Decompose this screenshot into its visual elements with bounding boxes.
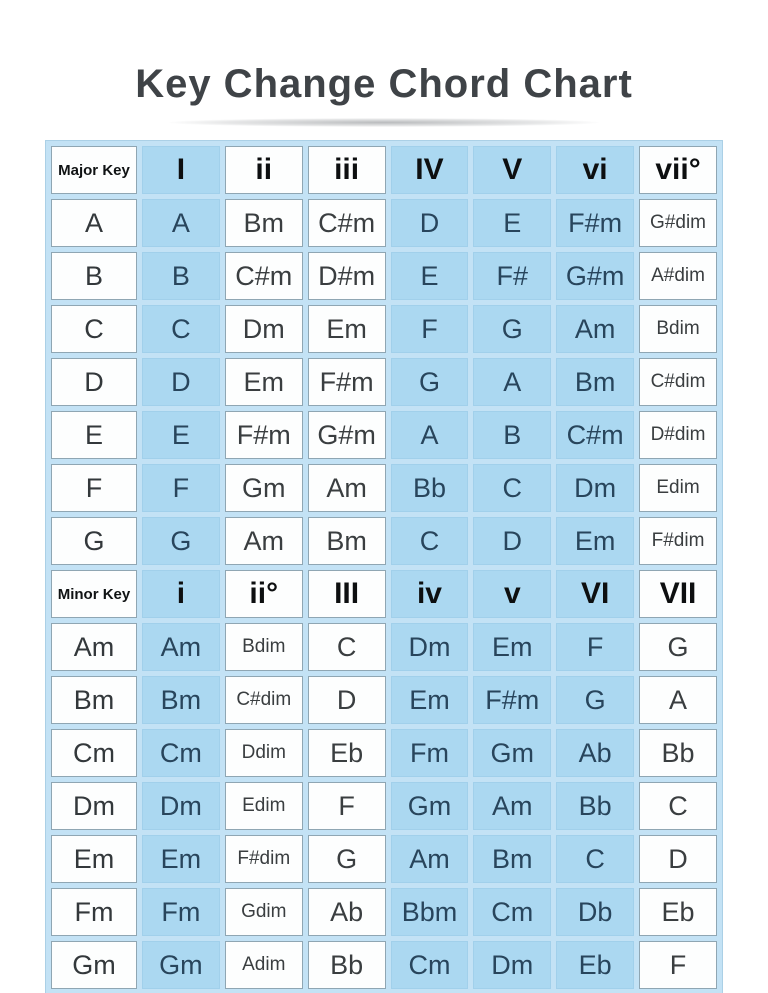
- chord-cell-f-edim: Edim: [639, 464, 717, 512]
- chord-cell-c-bdim: Bdim: [639, 305, 717, 353]
- key-cell-fm: Fm: [51, 888, 137, 936]
- table-row-cm: [51, 729, 717, 777]
- table-row-d: [51, 358, 717, 406]
- chord-cell-g-g: G: [142, 517, 220, 565]
- chord-cell-e-c-m: C#m: [556, 411, 634, 459]
- table-row-bm: [51, 676, 717, 724]
- key-cell-a: A: [51, 199, 137, 247]
- table-row-f: [51, 464, 717, 512]
- degree-header-cell-vii: VII: [639, 570, 717, 618]
- table-row-em: [51, 835, 717, 883]
- chord-cell-e-g-m: G#m: [308, 411, 386, 459]
- chord-cell-am-g: G: [639, 623, 717, 671]
- minor-key-header-row: [51, 570, 717, 618]
- chord-cell-bm-d: D: [308, 676, 386, 724]
- chord-cell-fm-fm: Fm: [142, 888, 220, 936]
- chord-cell-em-d: D: [639, 835, 717, 883]
- title-shadow: [169, 118, 599, 127]
- chord-cell-fm-eb: Eb: [639, 888, 717, 936]
- chord-cell-em-bm: Bm: [473, 835, 551, 883]
- chord-cell-d-g: G: [391, 358, 469, 406]
- key-cell-d: D: [51, 358, 137, 406]
- chord-cell-b-b: B: [142, 252, 220, 300]
- chord-cell-b-a-dim: A#dim: [639, 252, 717, 300]
- chord-cell-fm-ab: Ab: [308, 888, 386, 936]
- major-key-label-cell: Major Key: [51, 146, 137, 194]
- chord-cell-bm-c-dim: C#dim: [225, 676, 303, 724]
- key-cell-am: Am: [51, 623, 137, 671]
- table-row-b: [51, 252, 717, 300]
- chord-cell-em-em: Em: [142, 835, 220, 883]
- chord-cell-g-bm: Bm: [308, 517, 386, 565]
- table-row-fm: [51, 888, 717, 936]
- chord-cell-gm-f: F: [639, 941, 717, 989]
- chord-cell-em-c: C: [556, 835, 634, 883]
- chord-cell-f-f: F: [142, 464, 220, 512]
- chord-cell-d-em: Em: [225, 358, 303, 406]
- chord-cell-b-f: F#: [473, 252, 551, 300]
- chord-cell-a-a: A: [142, 199, 220, 247]
- degree-header-cell-ii: ii°: [225, 570, 303, 618]
- chord-cell-g-d: D: [473, 517, 551, 565]
- chord-cell-em-g: G: [308, 835, 386, 883]
- chord-cell-dm-dm: Dm: [142, 782, 220, 830]
- chord-cell-dm-c: C: [639, 782, 717, 830]
- chord-cell-b-e: E: [391, 252, 469, 300]
- chord-cell-dm-bb: Bb: [556, 782, 634, 830]
- chord-cell-gm-gm: Gm: [142, 941, 220, 989]
- chord-cell-gm-cm: Cm: [391, 941, 469, 989]
- chord-cell-d-f-m: F#m: [308, 358, 386, 406]
- chord-cell-e-a: A: [391, 411, 469, 459]
- chord-cell-b-g-m: G#m: [556, 252, 634, 300]
- table-row-c: [51, 305, 717, 353]
- degree-header-cell-iv: IV: [391, 146, 469, 194]
- minor-key-label-cell: Minor Key: [51, 570, 137, 618]
- chord-cell-am-f: F: [556, 623, 634, 671]
- chord-cell-fm-gdim: Gdim: [225, 888, 303, 936]
- chord-cell-c-g: G: [473, 305, 551, 353]
- chord-cell-bm-bm: Bm: [142, 676, 220, 724]
- degree-header-cell-vi: VI: [556, 570, 634, 618]
- chord-cell-gm-dm: Dm: [473, 941, 551, 989]
- chord-cell-cm-fm: Fm: [391, 729, 469, 777]
- key-cell-e: E: [51, 411, 137, 459]
- chord-cell-g-c: C: [391, 517, 469, 565]
- chord-chart-table: [45, 140, 723, 993]
- chord-cell-c-am: Am: [556, 305, 634, 353]
- chord-cell-dm-edim: Edim: [225, 782, 303, 830]
- chord-cell-a-c-m: C#m: [308, 199, 386, 247]
- chord-cell-a-g-dim: G#dim: [639, 199, 717, 247]
- chord-cell-d-c-dim: C#dim: [639, 358, 717, 406]
- chord-cell-fm-bbm: Bbm: [391, 888, 469, 936]
- key-cell-f: F: [51, 464, 137, 512]
- chord-cell-b-d-m: D#m: [308, 252, 386, 300]
- chord-cell-e-e: E: [142, 411, 220, 459]
- chord-cell-cm-ab: Ab: [556, 729, 634, 777]
- chord-cell-gm-eb: Eb: [556, 941, 634, 989]
- table-row-a: [51, 199, 717, 247]
- chord-cell-cm-eb: Eb: [308, 729, 386, 777]
- degree-header-cell-ii: ii: [225, 146, 303, 194]
- degree-header-cell-i: i: [142, 570, 220, 618]
- chord-cell-c-f: F: [391, 305, 469, 353]
- table-row-am: [51, 623, 717, 671]
- chord-cell-gm-adim: Adim: [225, 941, 303, 989]
- chord-cell-em-am: Am: [391, 835, 469, 883]
- chord-cell-f-bb: Bb: [391, 464, 469, 512]
- key-cell-bm: Bm: [51, 676, 137, 724]
- chord-cell-cm-ddim: Ddim: [225, 729, 303, 777]
- key-cell-dm: Dm: [51, 782, 137, 830]
- key-cell-g: G: [51, 517, 137, 565]
- chord-cell-g-em: Em: [556, 517, 634, 565]
- chord-cell-e-f-m: F#m: [225, 411, 303, 459]
- chord-cell-c-dm: Dm: [225, 305, 303, 353]
- chord-cell-f-gm: Gm: [225, 464, 303, 512]
- chord-cell-am-em: Em: [473, 623, 551, 671]
- chord-cell-cm-bb: Bb: [639, 729, 717, 777]
- chord-cell-b-c-m: C#m: [225, 252, 303, 300]
- chord-cell-a-e: E: [473, 199, 551, 247]
- chord-cell-am-c: C: [308, 623, 386, 671]
- chord-cell-e-b: B: [473, 411, 551, 459]
- key-cell-em: Em: [51, 835, 137, 883]
- chord-cell-am-bdim: Bdim: [225, 623, 303, 671]
- chord-cell-c-c: C: [142, 305, 220, 353]
- degree-header-cell-i: I: [142, 146, 220, 194]
- degree-header-cell-v: v: [473, 570, 551, 618]
- chord-cell-gm-bb: Bb: [308, 941, 386, 989]
- table-row-dm: [51, 782, 717, 830]
- table-row-gm: [51, 941, 717, 989]
- chord-cell-g-f-dim: F#dim: [639, 517, 717, 565]
- chord-cell-cm-cm: Cm: [142, 729, 220, 777]
- key-cell-c: C: [51, 305, 137, 353]
- chord-cell-f-dm: Dm: [556, 464, 634, 512]
- degree-header-cell-vi: vi: [556, 146, 634, 194]
- table-row-g: [51, 517, 717, 565]
- chord-cell-bm-em: Em: [391, 676, 469, 724]
- chord-cell-cm-gm: Gm: [473, 729, 551, 777]
- chord-cell-f-c: C: [473, 464, 551, 512]
- chord-cell-fm-cm: Cm: [473, 888, 551, 936]
- chord-cell-bm-f-m: F#m: [473, 676, 551, 724]
- chord-cell-g-am: Am: [225, 517, 303, 565]
- chord-cell-a-f-m: F#m: [556, 199, 634, 247]
- key-cell-cm: Cm: [51, 729, 137, 777]
- chord-cell-am-am: Am: [142, 623, 220, 671]
- degree-header-cell-iii: III: [308, 570, 386, 618]
- chord-cell-am-dm: Dm: [391, 623, 469, 671]
- degree-header-cell-iii: iii: [308, 146, 386, 194]
- chord-cell-a-d: D: [391, 199, 469, 247]
- degree-header-cell-iv: iv: [391, 570, 469, 618]
- chord-cell-d-a: A: [473, 358, 551, 406]
- chord-cell-a-bm: Bm: [225, 199, 303, 247]
- chord-cell-dm-f: F: [308, 782, 386, 830]
- degree-header-cell-vii: vii°: [639, 146, 717, 194]
- key-cell-b: B: [51, 252, 137, 300]
- chord-cell-d-bm: Bm: [556, 358, 634, 406]
- chord-cell-e-d-dim: D#dim: [639, 411, 717, 459]
- table-row-e: [51, 411, 717, 459]
- chord-cell-fm-db: Db: [556, 888, 634, 936]
- chord-cell-c-em: Em: [308, 305, 386, 353]
- major-key-header-row: [51, 146, 717, 194]
- chord-cell-dm-gm: Gm: [391, 782, 469, 830]
- chord-cell-bm-g: G: [556, 676, 634, 724]
- page-title: Key Change Chord Chart: [135, 62, 633, 106]
- chord-cell-dm-am: Am: [473, 782, 551, 830]
- key-cell-gm: Gm: [51, 941, 137, 989]
- chord-cell-f-am: Am: [308, 464, 386, 512]
- chord-cell-d-d: D: [142, 358, 220, 406]
- degree-header-cell-v: V: [473, 146, 551, 194]
- chord-cell-bm-a: A: [639, 676, 717, 724]
- chord-cell-em-f-dim: F#dim: [225, 835, 303, 883]
